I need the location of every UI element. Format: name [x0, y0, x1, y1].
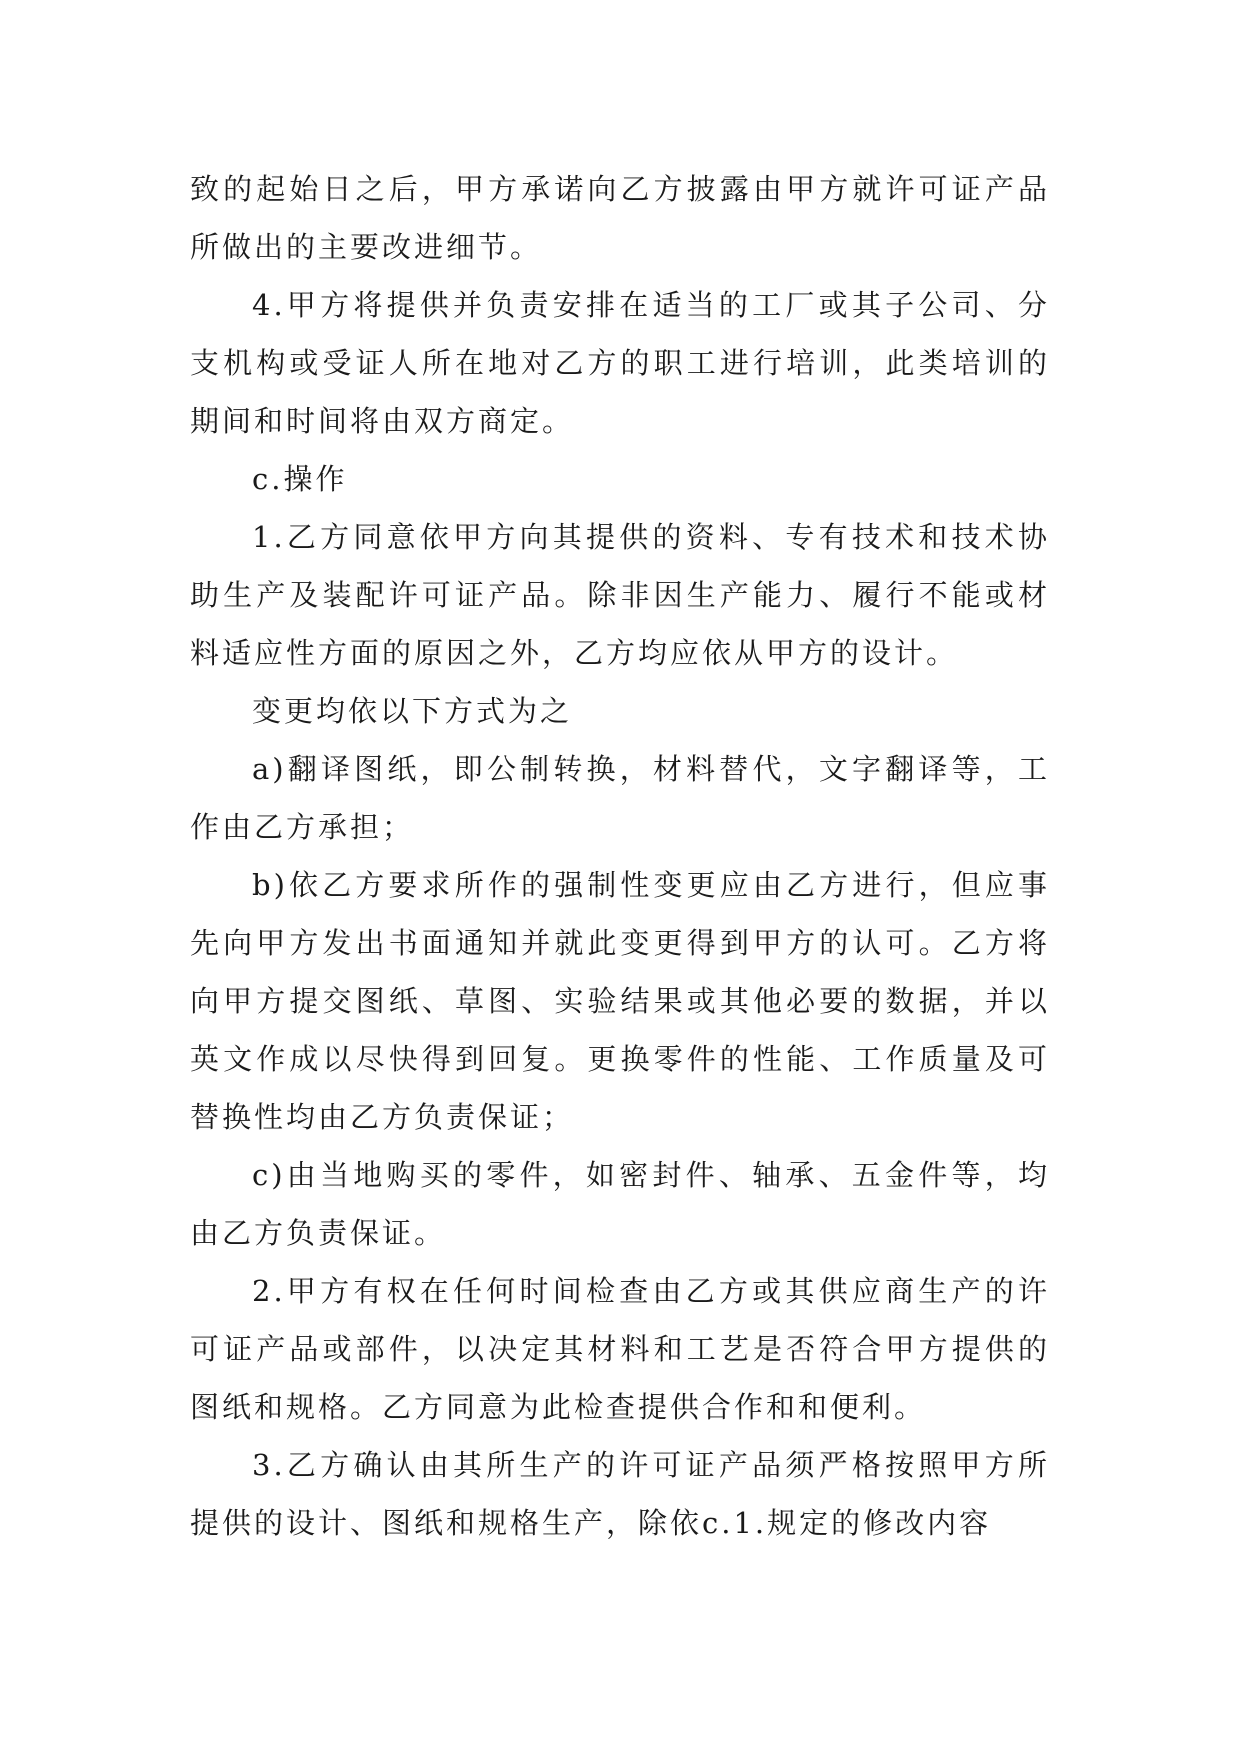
paragraph-clause-c1: 1.乙方同意依甲方向其提供的资料、专有技术和技术协助生产及装配许可证产品。除非因生产能力、履行不能或材料适应性方面的原因之外，乙方均应依从甲方的设计。 [190, 520, 1050, 670]
paragraph-item-a: a)翻译图纸，即公制转换，材料替代，文字翻译等，工作由乙方承担； [190, 752, 1050, 844]
paragraph-clause-4: 4.甲方将提供并负责安排在适当的工厂或其子公司、分支机构或受证人所在地对乙方的职工进行培训，此类培训的期间和时间将由双方商定。 [190, 288, 1050, 438]
paragraph-item-c: c)由当地购买的零件，如密封件、轴承、五金件等，均由乙方负责保证。 [190, 1158, 1050, 1250]
document-body [190, 160, 1050, 1552]
paragraph-clause-c3: 3.乙方确认由其所生产的许可证产品须严格按照甲方所提供的设计、图纸和规格生产，除依c.1.规定的修改内容 [190, 1448, 1050, 1540]
paragraph-change-methods: 变更均依以下方式为之 [252, 694, 573, 728]
paragraph-item-b: b)依乙方要求所作的强制性变更应由乙方进行，但应事先向甲方发出书面通知并就此变更得到甲方的认可。乙方将向甲方提交图纸、草图、实验结果或其他必要的数据，并以英文作成以尽快得到回复。更换零件的性能、工作质量及可替换性均由乙方负责保证； [190, 868, 1050, 1134]
paragraph-clause-c2: 2.甲方有权在任何时间检查由乙方或其供应商生产的许可证产品或部件，以决定其材料和工艺是否符合甲方提供的图纸和规格。乙方同意为此检查提供合作和和便利。 [190, 1274, 1050, 1424]
section-heading-operation: c.操作 [252, 462, 348, 496]
paragraph-continuation: 致的起始日之后，甲方承诺向乙方披露由甲方就许可证产品所做出的主要改进细节。 [190, 172, 1050, 264]
